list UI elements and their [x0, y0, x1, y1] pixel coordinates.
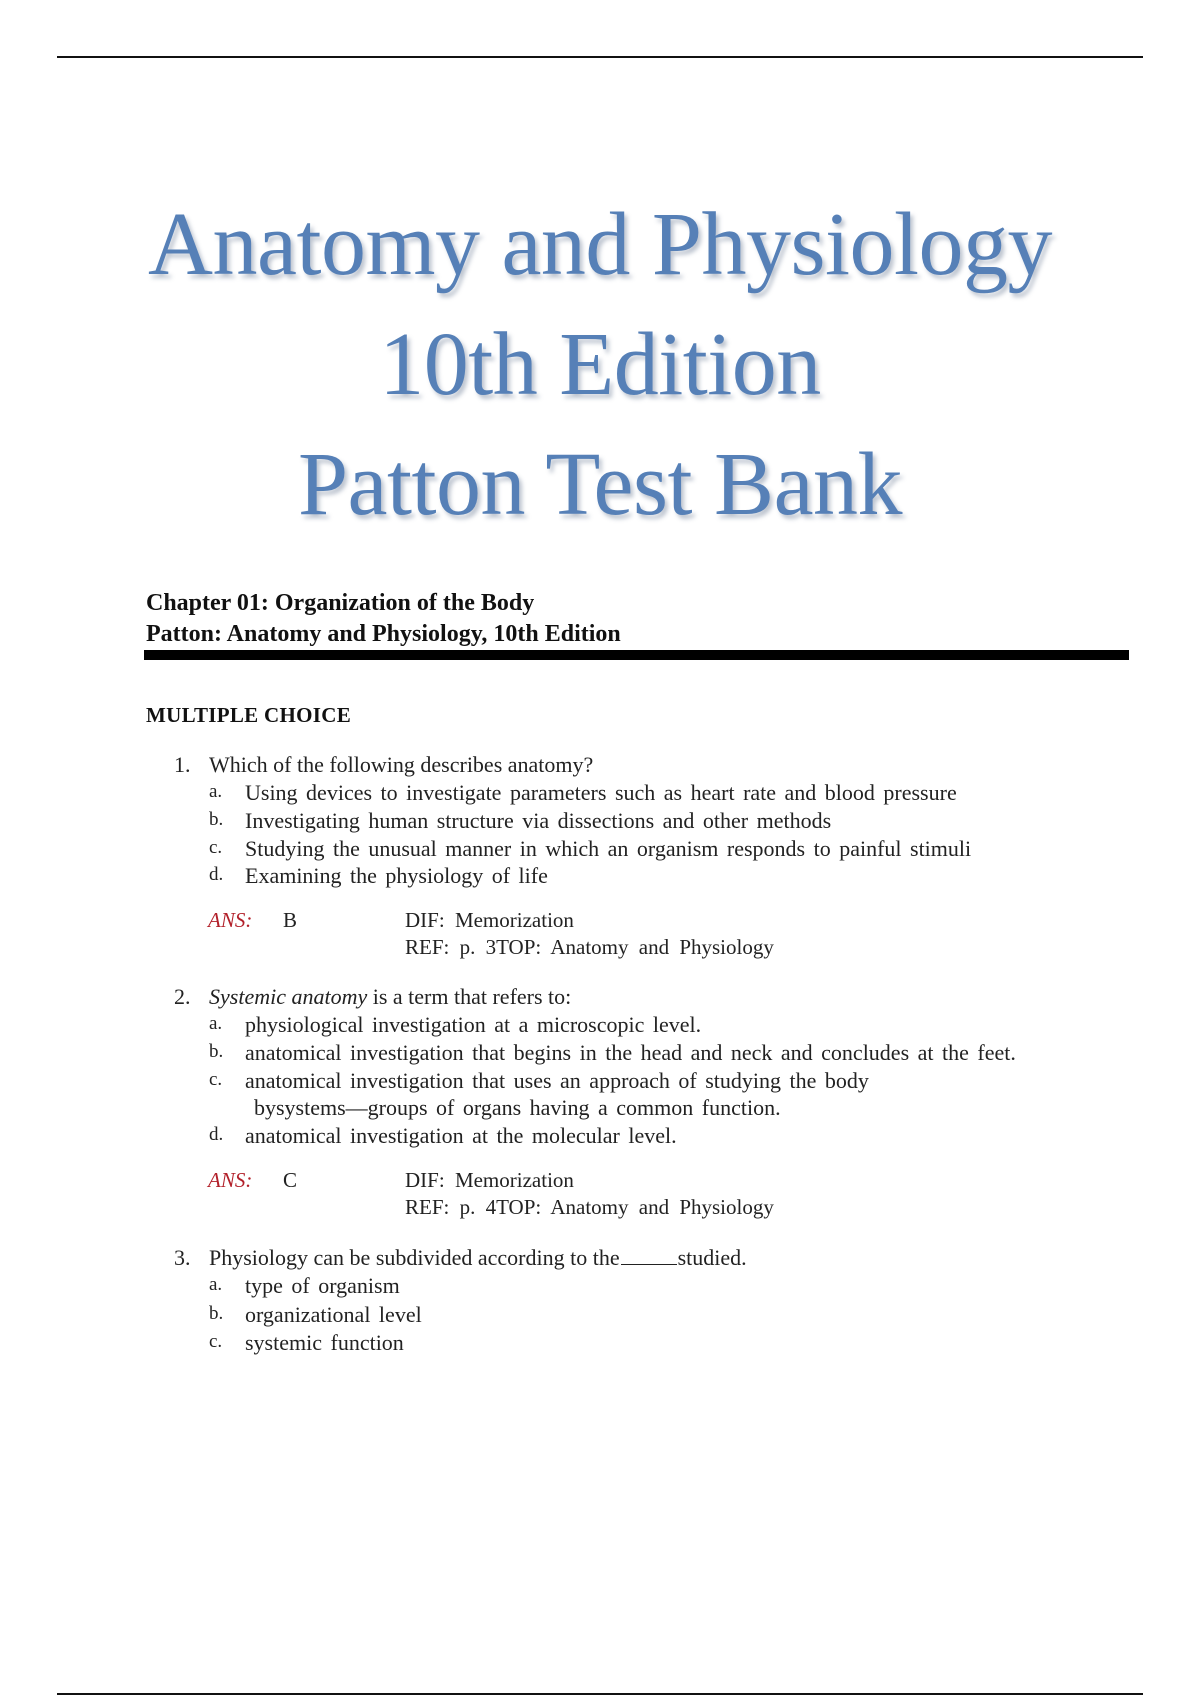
reference: REF: p. 3TOP: Anatomy and Physiology: [405, 935, 774, 959]
option-text: type of organism: [245, 1273, 400, 1298]
chapter-divider: [144, 650, 1129, 660]
top-rule: [57, 56, 1143, 58]
answer-value: B: [283, 908, 298, 932]
question-number: 2.: [174, 984, 191, 1009]
answer-label: ANS:: [208, 1168, 253, 1192]
chapter-heading: [146, 588, 1129, 650]
option-text: Studying the unusual manner in which an organism responds to painful stimuli: [245, 836, 972, 861]
difficulty: DIF: Memorization: [405, 908, 574, 932]
title-line-2: 10th Edition: [379, 315, 821, 414]
answer-blank: [621, 1246, 677, 1265]
option-text: systemic function: [245, 1330, 404, 1355]
option-letter: b.: [209, 809, 224, 830]
document-title: [0, 185, 1200, 545]
option-letter: b.: [209, 1303, 224, 1324]
answer-label: ANS:: [208, 908, 253, 932]
section-heading: MULTIPLE CHOICE: [146, 703, 352, 727]
option-text: anatomical investigation that begins in the head and neck and concludes at the feet.: [245, 1040, 1016, 1065]
option-letter: a.: [209, 1013, 223, 1034]
title-line-1: Anatomy and Physiology: [148, 195, 1052, 294]
difficulty: DIF: Memorization: [405, 1168, 574, 1192]
option-text: organizational level: [245, 1302, 422, 1327]
option-letter: c.: [209, 837, 223, 858]
question-number: 1.: [174, 752, 191, 777]
title-line-3: Patton Test Bank: [297, 435, 903, 534]
option-letter: d.: [209, 864, 224, 885]
bottom-rule: [57, 1693, 1143, 1695]
question-stem: Physiology can be subdivided according to the studied.: [209, 1245, 747, 1270]
question-number: 3.: [174, 1245, 191, 1270]
option-text: anatomical investigation at the molecular level.: [245, 1123, 677, 1148]
question-stem: Systemic anatomy is a term that refers to:: [209, 984, 572, 1009]
option-letter: b.: [209, 1041, 224, 1062]
option-text: physiological investigation at a microscopic level.: [245, 1012, 702, 1037]
option-letter: d.: [209, 1124, 224, 1145]
option-letter: c.: [209, 1331, 223, 1352]
option-letter: a.: [209, 1274, 223, 1295]
option-text: Examining the physiology of life: [245, 863, 548, 888]
chapter-title: Chapter 01: Organization of the Body: [146, 590, 535, 616]
answer-value: C: [283, 1168, 298, 1192]
question-stem: Which of the following describes anatomy?: [209, 752, 594, 777]
option-letter: a.: [209, 781, 223, 802]
option-letter: c.: [209, 1069, 223, 1090]
book-title: Patton: Anatomy and Physiology, 10th Edition: [146, 621, 621, 647]
option-text: anatomical investigation that uses an approach of studying the body: [245, 1068, 869, 1093]
reference: REF: p. 4TOP: Anatomy and Physiology: [405, 1195, 774, 1219]
option-text: Using devices to investigate parameters such as heart rate and blood pressure: [245, 780, 957, 805]
option-text-continued: bysystems—groups of organs having a common function.: [254, 1095, 781, 1120]
option-text: Investigating human structure via dissections and other methods: [245, 808, 832, 833]
